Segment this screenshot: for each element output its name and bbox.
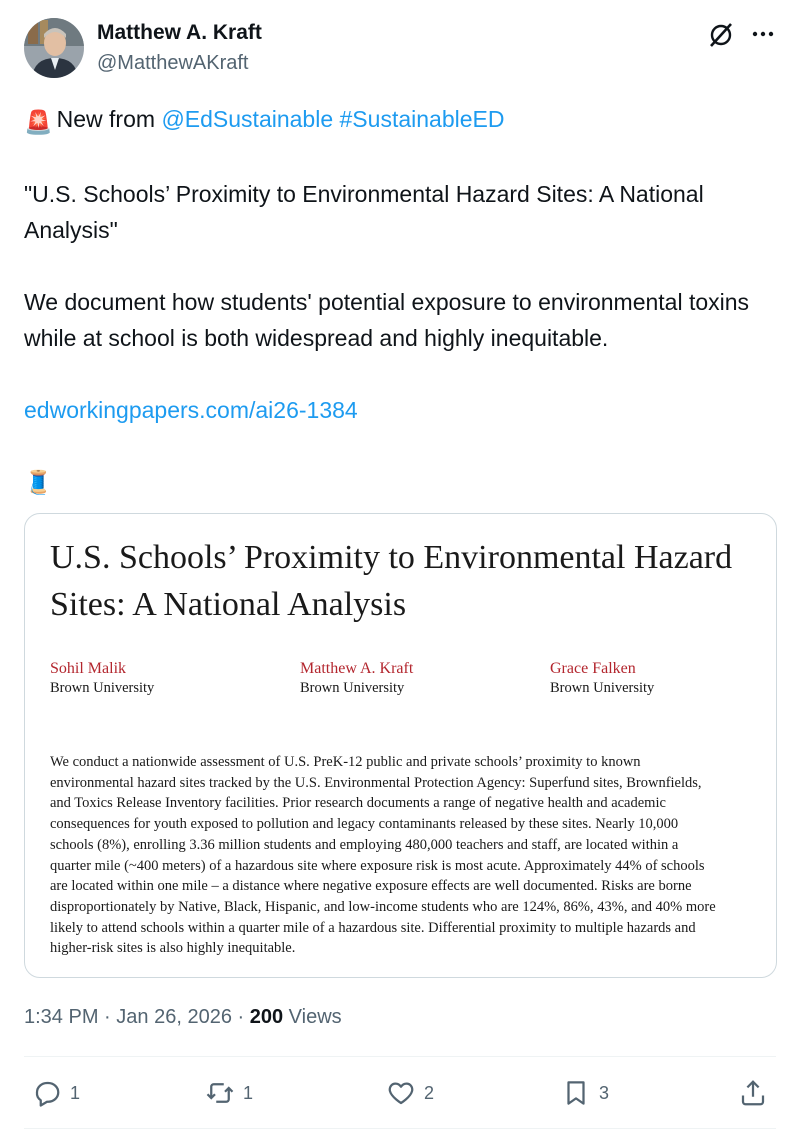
author-affiliation: Brown University bbox=[550, 680, 655, 696]
divider bbox=[24, 1056, 776, 1057]
paper-author-2 bbox=[300, 660, 413, 697]
paper-image-card[interactable] bbox=[24, 513, 777, 978]
tweet-meta bbox=[24, 1006, 342, 1029]
author-handle[interactable]: @MatthewAKraft bbox=[97, 52, 249, 74]
abstract-line: schools (8%), enrolling 3.36 million students and employing 480,000 teachers and staff, are located within a bbox=[50, 836, 679, 853]
abstract-line: likely to attend schools within a quarter mile of a hazardous site. Differential proximity to multiple hazards and bbox=[50, 919, 696, 936]
abstract-line: We conduct a nationwide assessment of U.S. PreK-12 public and private schools’ proximity to known bbox=[50, 754, 641, 770]
views-count: 200 bbox=[249, 1006, 284, 1028]
meta-separator: · bbox=[237, 1006, 245, 1028]
intro-line bbox=[24, 101, 774, 140]
avatar[interactable] bbox=[24, 18, 84, 78]
like-count: 2 bbox=[424, 1082, 435, 1103]
post-date[interactable]: Jan 26, 2026 bbox=[116, 1006, 232, 1028]
reply-icon bbox=[32, 1078, 62, 1108]
paper-author-3 bbox=[550, 660, 654, 697]
tweet-body: We document how students' potential exposure to environmental toxins while at school is both widespread and highly inequitable. bbox=[24, 289, 756, 351]
tweet-header bbox=[24, 18, 777, 80]
paper-link[interactable]: edworkingpapers.com/ai26-1384 bbox=[24, 397, 358, 423]
abstract-line: consequences for youth exposed to pollution and legacy contaminants released by these sites. Nearly 10,000 bbox=[50, 816, 679, 833]
author-affiliation: Brown University bbox=[300, 680, 405, 696]
more-options-icon[interactable] bbox=[750, 21, 776, 47]
paper-author-1 bbox=[50, 660, 154, 697]
quoted-title: "U.S. Schools’ Proximity to Environmental Hazard Sites: A National Analysis" bbox=[24, 181, 709, 243]
like-button[interactable] bbox=[386, 1076, 434, 1110]
author-affiliation: Brown University bbox=[50, 680, 155, 696]
share-button[interactable] bbox=[738, 1076, 768, 1110]
author-name-text: Matthew A. Kraft bbox=[300, 660, 414, 677]
views-label: Views bbox=[288, 1006, 342, 1028]
paper-title: U.S. Schools’ Proximity to Environmental Hazard Sites: A National Analysis bbox=[50, 539, 733, 623]
author-name[interactable]: Matthew A. Kraft bbox=[97, 21, 262, 44]
abstract-line: are located within one mile – a distance where negative exposure effects are well documented. Risks are borne bbox=[50, 878, 692, 895]
abstract-line: environmental hazard sites tracked by the U.S. Environmental Protection Agency: Superfund sites, Brownfields, bbox=[50, 774, 702, 791]
reply-count: 1 bbox=[70, 1082, 81, 1103]
abstract-line: and Toxics Release Inventory facilities. Prior research documents a range of negative health and academic bbox=[50, 795, 666, 812]
heart-icon bbox=[386, 1078, 416, 1108]
share-icon bbox=[738, 1078, 768, 1108]
tweet-text bbox=[24, 101, 774, 500]
siren-emoji: 🚨 bbox=[24, 109, 53, 135]
repost-count: 1 bbox=[243, 1082, 254, 1103]
abstract-line: higher-risk sites is also highly inequitable. bbox=[50, 940, 296, 957]
mention-link[interactable]: @EdSustainable bbox=[161, 106, 334, 132]
repost-icon bbox=[205, 1078, 235, 1108]
author-name-text: Sohil Malik bbox=[50, 660, 127, 677]
author-name-text: Grace Falken bbox=[550, 660, 636, 677]
bookmark-icon bbox=[561, 1078, 591, 1108]
repost-button[interactable] bbox=[205, 1076, 253, 1110]
abstract-line: quarter mile (~400 meters) of a hazardous site where exposure risk is most acute. Approximately 44% of schools bbox=[50, 857, 705, 874]
abstract-line: disproportionately by Native, Black, Hispanic, and low-income students who are 124%, 86%, 43%, and 40% more bbox=[50, 898, 716, 915]
bookmark-count: 3 bbox=[599, 1082, 610, 1103]
meta-separator: · bbox=[104, 1006, 111, 1028]
post-time[interactable]: 1:34 PM bbox=[24, 1006, 99, 1028]
bookmark-button[interactable] bbox=[561, 1076, 609, 1110]
grok-icon[interactable] bbox=[708, 22, 734, 48]
paper-abstract bbox=[50, 752, 760, 959]
thread-emoji: 🧵 bbox=[24, 469, 53, 495]
divider bbox=[24, 1128, 776, 1129]
hashtag-link[interactable]: #SustainableED bbox=[339, 106, 505, 132]
intro-text: New from bbox=[56, 106, 162, 132]
reply-button[interactable] bbox=[32, 1076, 80, 1110]
